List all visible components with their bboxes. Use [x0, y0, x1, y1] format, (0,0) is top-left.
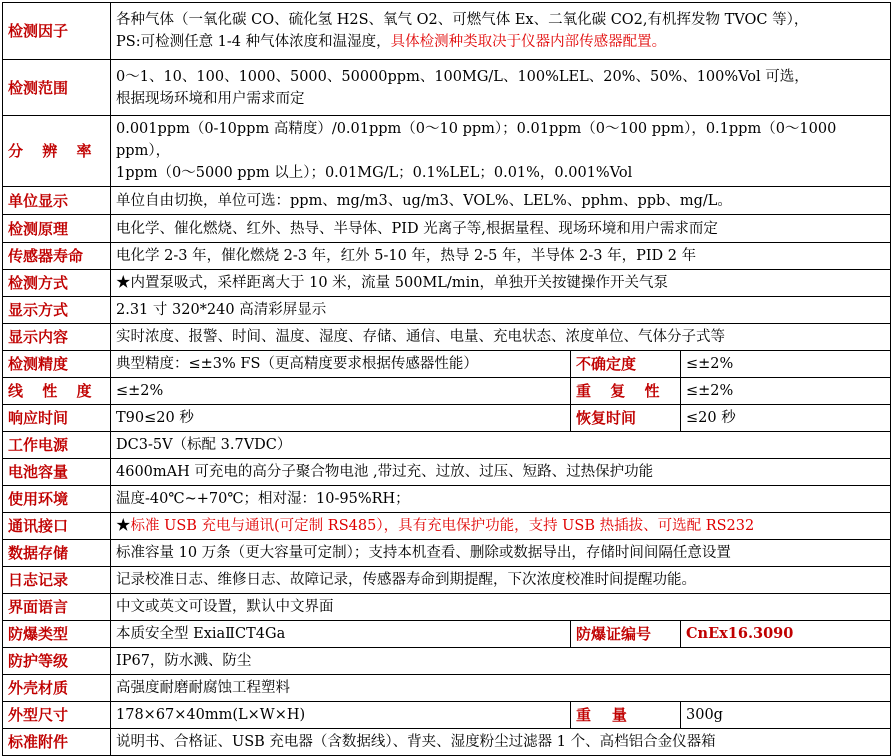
row-value: T90≤20 秒	[111, 405, 571, 432]
row-label-secondary: 防爆证编号	[571, 621, 681, 648]
row-value: 2.31 寸 320*240 高清彩屏显示	[111, 297, 891, 324]
row-value: 单位自由切换，单位可选：ppm、mg/m3、ug/m3、VOL%、LEL%、pphm、ppb、mg/L。	[111, 187, 891, 215]
row-label-secondary: 重 复 性	[571, 378, 681, 405]
star-icon: ★	[116, 275, 131, 291]
value-line: PS:可检测任意 1-4 种气体浓度和温湿度，	[116, 34, 391, 50]
row-value: IP67，防水溅、防尘	[111, 648, 891, 675]
row-value: 178×67×40mm(L×W×H)	[111, 702, 571, 729]
row-value: 说明书、合格证、USB 充电器（含数据线）、背夹、湿度粉尘过滤器 1 个、高档铝合金仪器箱	[111, 729, 891, 756]
row-label: 外型尺寸	[3, 702, 111, 729]
table-row	[3, 378, 891, 405]
row-value-secondary: CnEx16.3090	[681, 621, 891, 648]
row-label: 防爆类型	[3, 621, 111, 648]
row-label: 检测因子	[3, 3, 111, 60]
row-label: 防护等级	[3, 648, 111, 675]
row-label: 传感器寿命	[3, 243, 111, 270]
table-row	[3, 594, 891, 621]
row-label: 电池容量	[3, 459, 111, 486]
value-line: 1ppm（0～5000 ppm 以上）；0.01MG/L；0.1%LEL；0.01%，0.001%Vol	[116, 165, 633, 181]
row-value: 温度-40℃~+70℃；相对湿：10-95%RH；	[111, 486, 891, 513]
value-line: 0～1、10、100、1000、5000、50000ppm、100MG/L、100%LEL、20%、50%、100%Vol 可选，	[116, 68, 809, 85]
table-row	[3, 567, 891, 594]
table-row	[3, 116, 891, 187]
row-value: 实时浓度、报警、时间、温度、湿度、存储、通信、电量、充电状态、浓度单位、气体分子式等	[111, 324, 891, 351]
table-row	[3, 243, 891, 270]
row-label: 使用环境	[3, 486, 111, 513]
row-value: ≤±2%	[111, 378, 571, 405]
table-row	[3, 486, 891, 513]
table-row	[3, 432, 891, 459]
row-value	[111, 3, 891, 60]
table-row	[3, 621, 891, 648]
row-value	[111, 116, 891, 187]
table-row	[3, 187, 891, 215]
table-row	[3, 513, 891, 540]
row-label: 通讯接口	[3, 513, 111, 540]
table-row	[3, 675, 891, 702]
row-value: 4600mAH 可充电的高分子聚合物电池 ,带过充、过放、过压、短路、过热保护功能	[111, 459, 891, 486]
table-row	[3, 351, 891, 378]
value-line: 各种气体（一氧化碳 CO、硫化氢 H2S、氧气 O2、可燃气体 Ex、二氧化碳 CO2,有机挥发物 TVOC 等），	[116, 12, 809, 28]
row-value: 中文或英文可设置，默认中文界面	[111, 594, 891, 621]
row-label: 分 辨 率	[3, 116, 111, 187]
row-label: 检测精度	[3, 351, 111, 378]
row-value-secondary: 300g	[681, 702, 891, 729]
table-row	[3, 60, 891, 116]
table-row	[3, 459, 891, 486]
row-value	[111, 270, 891, 297]
row-value: 标准容量 10 万条（更大容量可定制）；支持本机查看、删除或数据导出，存储时间间隔任意设置	[111, 540, 891, 567]
value-line: 根据现场环境和用户需求而定	[116, 90, 305, 107]
table-row	[3, 297, 891, 324]
row-value: 典型精度：≤±3% FS（更高精度要求根据传感器性能）	[111, 351, 571, 378]
row-label: 线 性 度	[3, 378, 111, 405]
row-value: 记录校准日志、维修日志、故障记录，传感器寿命到期提醒，下次浓度校准时间提醒功能。	[111, 567, 891, 594]
table-row	[3, 702, 891, 729]
highlight-text: 具体检测种类取决于仪器内部传感器配置。	[390, 34, 667, 50]
row-label: 响应时间	[3, 405, 111, 432]
row-value	[111, 513, 891, 540]
table-row	[3, 540, 891, 567]
value-text: 内置泵吸式，采样距离大于 10 米，流量 500ML/min，单独开关按键操作开关气泵	[130, 275, 669, 291]
table-row	[3, 3, 891, 60]
row-value: DC3-5V（标配 3.7VDC）	[111, 432, 891, 459]
row-label: 检测原理	[3, 215, 111, 243]
row-label: 显示方式	[3, 297, 111, 324]
row-label-secondary: 不确定度	[571, 351, 681, 378]
row-label-secondary: 重 量	[571, 702, 681, 729]
row-label: 界面语言	[3, 594, 111, 621]
row-label: 检测方式	[3, 270, 111, 297]
row-label: 标准附件	[3, 729, 111, 756]
row-label: 工作电源	[3, 432, 111, 459]
row-value: 本质安全型 ExiaⅡCT4Ga	[111, 621, 571, 648]
spec-table	[2, 2, 891, 756]
table-row	[3, 215, 891, 243]
row-label: 单位显示	[3, 187, 111, 215]
row-value: 电化学、催化燃烧、红外、热导、半导体、PID 光离子等,根据量程、现场环境和用户需求而定	[111, 215, 891, 243]
table-row	[3, 405, 891, 432]
row-label: 外壳材质	[3, 675, 111, 702]
table-row	[3, 270, 891, 297]
row-value-secondary: ≤±2%	[681, 351, 891, 378]
row-label: 显示内容	[3, 324, 111, 351]
row-label: 日志记录	[3, 567, 111, 594]
value-line: 0.001ppm（0-10ppm 高精度）/0.01ppm（0～10 ppm）；0.01ppm（0～100 ppm），0.1ppm（0～1000 ppm），	[116, 121, 837, 159]
star-icon: ★	[116, 518, 131, 534]
row-label: 检测范围	[3, 60, 111, 116]
row-value-secondary: ≤±2%	[681, 378, 891, 405]
row-value: 高强度耐磨耐腐蚀工程塑料	[111, 675, 891, 702]
highlight-text: 标准 USB 充电与通讯(可定制 RS485），具有充电保护功能，支持 USB 热插拔、可选配 RS232	[130, 518, 755, 534]
row-value	[111, 60, 891, 116]
table-row	[3, 324, 891, 351]
row-value-secondary: ≤20 秒	[681, 405, 891, 432]
row-value: 电化学 2-3 年，催化燃烧 2-3 年，红外 5-10 年，热导 2-5 年，半导体 2-3 年，PID 2 年	[111, 243, 891, 270]
row-label-secondary: 恢复时间	[571, 405, 681, 432]
table-row	[3, 729, 891, 756]
table-row	[3, 648, 891, 675]
row-label: 数据存储	[3, 540, 111, 567]
